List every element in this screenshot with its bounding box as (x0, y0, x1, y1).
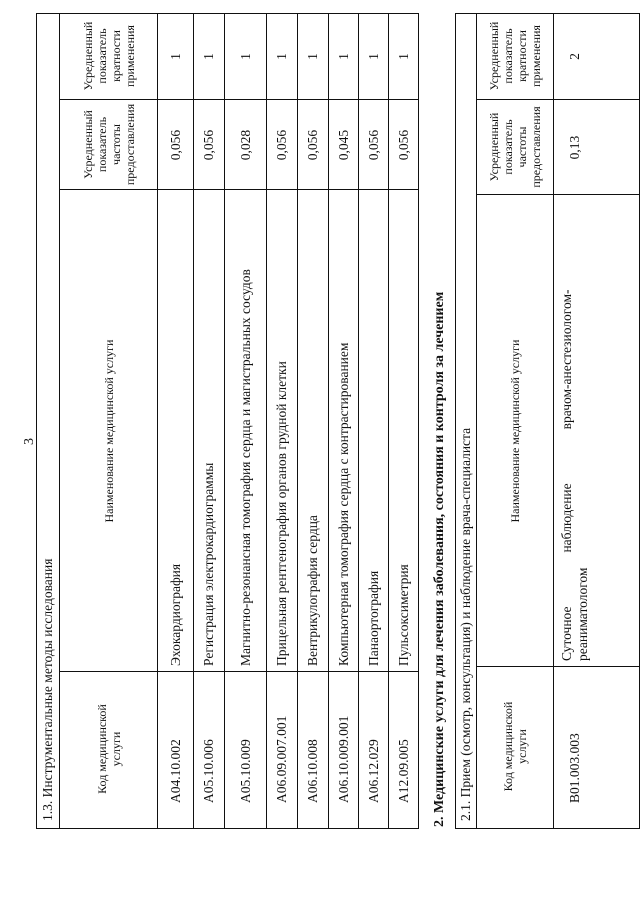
row-multiplicity: 1 (237, 53, 253, 60)
header-frequency: Усредненный показатель частоты предоставления (487, 106, 543, 188)
row-name: Регистрация электрокардиограммы (201, 462, 216, 666)
row-frequency: 0,056 (396, 129, 411, 161)
row-multiplicity: 1 (201, 53, 216, 60)
row-code: A12.09.005 (396, 739, 411, 803)
row-name: Компьютерная томография сердца с контрастированием (335, 342, 351, 666)
row-multiplicity: 1 (396, 53, 411, 60)
row-name: Магнитно-резонансная томография сердца и магистральных сосудов (237, 269, 253, 666)
row-multiplicity: 1 (365, 53, 381, 60)
section-title-1-3: 1.3. Инструментальные методы исследования (40, 558, 55, 821)
row-multiplicity: 2 (567, 53, 582, 60)
row-frequency: 0,056 (201, 129, 216, 161)
row-multiplicity: 1 (305, 53, 320, 60)
row-name: Прицельная рентгенография органов грудной клетки (274, 361, 289, 666)
row-code: A06.12.029 (365, 739, 381, 803)
row-code: A06.10.008 (305, 739, 320, 803)
header-name: Наименование медицинской услуги (101, 339, 116, 523)
row-name: Панаортография (365, 570, 381, 666)
header-multiplicity: Усредненный показатель кратности применения (80, 21, 137, 91)
section-title-2: 2. Медицинские услуги для лечения заболевания, состояния и контроля за лечением (432, 291, 447, 827)
page-number: 3 (22, 438, 37, 445)
row-multiplicity: 1 (274, 53, 289, 60)
row-code: A06.10.009.001 (335, 715, 351, 803)
row-multiplicity: 1 (167, 53, 183, 60)
row-name: Эхокардиография (167, 563, 183, 666)
header-multiplicity: Усредненный показатель кратности применения (487, 21, 543, 91)
row-code: A05.10.009 (237, 739, 253, 803)
row-code: B01.003.003 (567, 733, 582, 803)
row-code: A06.09.007.001 (274, 715, 289, 803)
header-frequency: Усредненный показатель частоты предоставления (80, 103, 137, 186)
row-name: Суточное наблюдение врачом-анестезиологом-реаниматологом (559, 289, 590, 661)
row-frequency: 0,028 (237, 129, 253, 161)
row-name: Пульсоксиметрия (396, 564, 411, 666)
header-name: Наименование медицинской услуги (508, 339, 522, 523)
row-frequency: 0,045 (335, 129, 351, 161)
row-frequency: 0,056 (274, 129, 289, 161)
section-title-2-1: 2.1. Прием (осмотр, консультация) и наблюдение врача-специалиста (458, 427, 473, 821)
row-frequency: 0,056 (365, 129, 381, 161)
row-multiplicity: 1 (335, 53, 351, 60)
header-code: Код медицинской услуги (501, 701, 529, 792)
row-frequency: 0,056 (305, 129, 320, 161)
row-code: A05.10.006 (201, 739, 216, 803)
row-frequency: 0,13 (567, 135, 582, 160)
header-code: Код медицинской услуги (94, 704, 123, 794)
row-name: Вентрикулография сердца (305, 515, 320, 666)
row-frequency: 0,056 (167, 129, 183, 161)
row-code: A04.10.002 (167, 739, 183, 803)
